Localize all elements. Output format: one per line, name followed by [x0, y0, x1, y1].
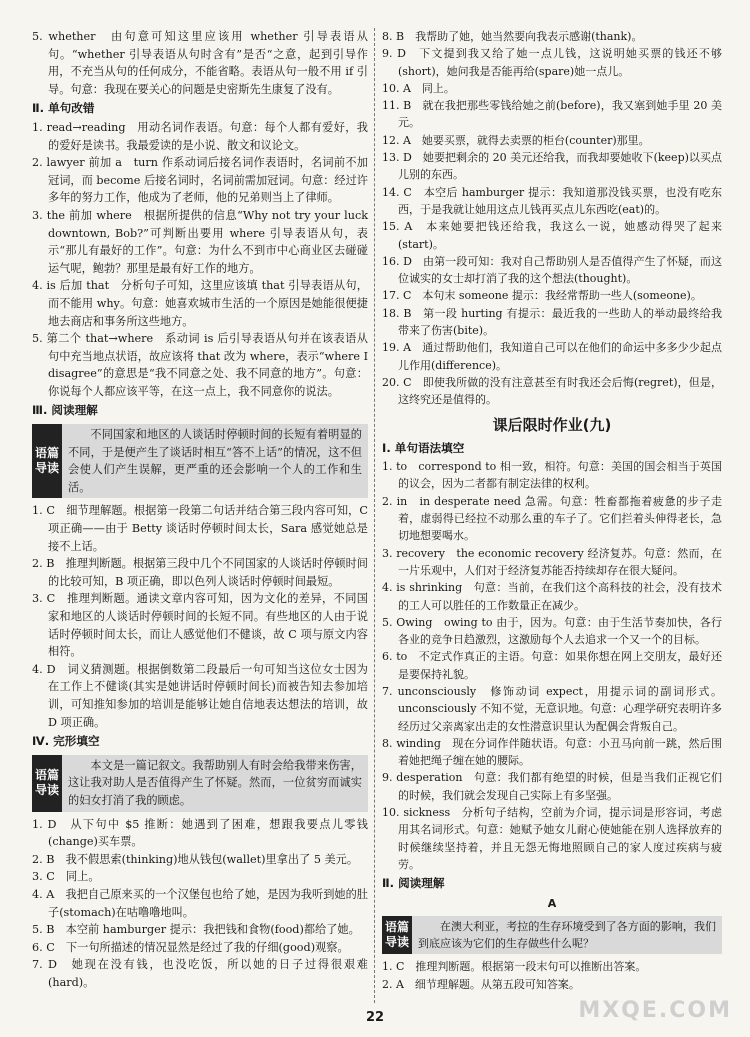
answer-page — [32, 28, 722, 1003]
answer-item: 4. D 词义猜测题。根据倒数第二段最后一句可知当这位女士因为在工作上不健谈(其实是她讲话时停顿时间长)而被告知去参加培训，可知推知参加的培训是能够让她自信地表达想法的培训，故 D 项正确。 — [32, 662, 368, 729]
answer-item: 2. lawyer 前加 a turn 作系动词后接名词作表语时，名词前不加冠词，而 become 后接名词时，名词前需加冠词。句意：经过许多年的努力工作，他成为了老师，他的兄弟则当上了律师。 — [32, 156, 368, 205]
answer-item: 5. Owing owing to 由于，因为。句意：由于生活节奏加快，各行各业的竞争日趋激烈，这激励每个人去追求一个又一个的目标。 — [382, 615, 722, 647]
answer-item: 13. D 她要把剩余的 20 美元还给我，而我却要她收下(keep)以买点儿别的东西。 — [382, 151, 722, 182]
answer-item: 5. whether 由句意可知这里应该用 whether 引导表语从句。“whether 引导表语从句时含有”是否“之意，起到引导作用，不充当从句的任何成分，不能省略。表语从句一般不用 if 引导。句意：我现在要关心的问题是史密斯先生康复了没有。 — [32, 30, 368, 96]
answer-item: 2. B 我不假思索(thinking)地从钱包(wallet)里拿出了 5 美元。 — [32, 852, 359, 866]
watermark: MXQE.COM — [578, 998, 732, 1023]
passage-letter: A — [547, 896, 557, 910]
answer-item: 8. winding 现在分词作伴随状语。句意：小丑马向前一跳，然后围着她把绳子缠在她的腰际。 — [382, 736, 722, 768]
answer-item: 4. A 我把自己原来买的一个汉堡包也给了她，是因为我听到她的肚子(stomach)在咕噜噜地叫。 — [32, 887, 368, 919]
passage-guide-label: 语篇导读 — [32, 424, 62, 498]
right-column — [382, 28, 722, 993]
answer-item: 7. unconsciously 修饰动词 expect，用提示词的副词形式。unconsciously 不知不觉，无意识地。句意：心理学研究表明许多经历过父亲离家出走的女性潜意识里认为配偶会背叛自己。 — [382, 684, 722, 733]
page-title: 课后限时作业(九) — [492, 415, 612, 434]
answer-item: 10. sickness 分析句子结构，空前为介词，提示词是形容词，考虑用其名词形式。句意：她赋予她女儿耐心使她能在别人选择放弃的时候继续坚持着，并且无怨无悔地照顾自己的家人度过疾病与疲劳。 — [382, 806, 722, 871]
answer-item: 19. A 通过帮助他们，我知道自己可以在他们的命运中多多少少起点儿作用(difference)。 — [382, 341, 722, 372]
section-heading: Ⅲ. 阅读理解 — [32, 403, 98, 418]
answer-item: 1. C 细节理解题。根据第一段第二句话并结合第三段内容可知，C 项正确——由于 Betty 谈话时停顿时间太长，Sara 感觉她总是接不上话。 — [32, 504, 368, 553]
answer-item: 7. D 她现在没有钱，也没吃饭，所以她的日子过得很艰难(hard)。 — [32, 958, 368, 989]
answer-item: 6. C 下一句所描述的情况显然是经过了我的仔细(good)观察。 — [32, 940, 349, 954]
passage-guide — [32, 424, 368, 498]
passage-guide — [382, 916, 722, 955]
section-heading: Ⅱ. 单句改错 — [32, 101, 95, 116]
answer-item: 17. C 本句末 someone 提示：我经常帮助一些人(someone)。 — [382, 289, 702, 303]
answer-item: 15. A 本来她要把钱还给我，我这么一说，她感动得哭了起来(start)。 — [382, 220, 722, 251]
answer-item: 2. A 细节理解题。从第五段可知答案。 — [382, 977, 580, 991]
answer-item: 1. read→reading 用动名词作表语。句意：每个人都有爱好，我的爱好是读书。我最爱读的是小说、散文和议论文。 — [32, 120, 368, 152]
passage-guide — [32, 755, 368, 812]
passage-guide-text: 不同国家和地区的人谈话时停顿时间的长短有着明显的不同，于是便产生了谈话时相互“答不上话”的情况，这不但会使人们产生误解，更严重的还会影响一个人的工作和生活。 — [62, 424, 368, 498]
answer-item: 2. in in desperate need 急需。句意：牲畜都拖着疲惫的步子走着，虚弱得已经拉不动那么重的车子了。它们拦着头伸得老长，急切地想要喝水。 — [382, 494, 722, 543]
answer-item: 9. D 下文提到我又给了她一点儿钱，这说明她买票的钱还不够(short)，她问我是否能再给(spare)她一点儿。 — [382, 47, 722, 78]
answer-item: 5. 第二个 that→where 系动词 is 后引导表语从句并在该表语从句中充当地点状语，故应该将 that 改为 where，表示“where I disagree”的意思是“我不同意之处、我不同意的地方”。句意：你说每个人都应该平等，在这一点上，我不同意你的说法。 — [32, 332, 368, 398]
column-divider — [374, 28, 375, 1003]
answer-item: 2. B 推理判断题。根据第三段中几个不同国家的人谈话时停顿时间的比较可知，B 项正确，即以色列人谈话时停顿时间最短。 — [32, 557, 368, 588]
answer-item: 1. C 推理判断题。根据第一段末句可以推断出答案。 — [382, 960, 647, 974]
answer-item: 4. is shrinking 句意：当前，在我们这个高科技的社会，没有技术的工人可以胜任的工作数量正在减少。 — [382, 581, 722, 612]
answer-item: 11. B 就在我把那些零钱给她之前(before)，我又塞到她手里 20 美元。 — [382, 99, 722, 130]
section-heading: Ⅱ. 阅读理解 — [382, 876, 445, 891]
section-heading: Ⅳ. 完形填空 — [32, 734, 100, 749]
answer-item: 1. D 从下句中 $5 推断：她遇到了困难，想跟我要点儿零钱(change)买车票。 — [32, 817, 368, 849]
answer-item: 4. is 后加 that 分析句子可知，这里应该填 that 引导表语从句，而不能用 why。句意：她喜欢城市生活的一个原因是她能很便捷地去商店和事务所这些地方。 — [32, 279, 368, 328]
left-column — [32, 28, 368, 991]
passage-guide-label: 语篇导读 — [382, 916, 412, 955]
passage-guide-text: 本文是一篇记叙文。我帮助别人有时会给我带来伤害，这让我对助人是否值得产生了怀疑。然而，一位贫穷而诚实的妇女打消了我的顾虑。 — [62, 755, 368, 812]
answer-item: 20. C 即使我所做的没有注意甚至有时我还会后悔(regret)，但是，这终究还是值得的。 — [382, 375, 722, 407]
section-heading: Ⅰ. 单句语法填空 — [382, 440, 465, 455]
answer-item: 8. B 我帮助了她，她当然要向我表示感谢(thank)。 — [382, 30, 643, 43]
passage-guide-label: 语篇导读 — [32, 755, 62, 812]
answer-item: 10. A 同上。 — [382, 81, 455, 95]
answer-item: 6. to 不定式作真正的主语。句意：如果你想在网上交朋友，最好还是要保持礼貌。 — [382, 650, 722, 681]
answer-item: 3. C 同上。 — [32, 870, 100, 884]
answer-item: 18. B 第一段 hurting 有提示：最近我的一些助人的举动最终给我带来了伤害(bite)。 — [382, 306, 722, 338]
answer-item: 5. B 本空前 hamburger 提示：我把钱和食物(food)都给了她。 — [32, 923, 360, 937]
answer-item: 12. A 她要买票，就得去卖票的柜台(counter)那里。 — [382, 133, 650, 147]
answer-item: 1. to correspond to 相一致，相符。句意：美国的国会相当于英国的议会，因为二者都有制定法律的权利。 — [382, 460, 722, 491]
answer-item: 14. C 本空后 hamburger 提示：我知道那没钱买票，也没有吃东西，于是我就让她用这点儿钱再买点儿东西吃(eat)的。 — [382, 185, 722, 216]
answer-item: 16. D 由第一段可知：我对自己帮助别人是否值得产生了怀疑，而这位诚实的女士却打消了我的这个想法(thought)。 — [382, 254, 722, 286]
answer-item: 3. recovery the economic recovery 经济复苏。句意：然而，在一片乐观中，人们对于经济复苏能否持续却存在很大疑问。 — [382, 546, 722, 577]
passage-guide-text: 在澳大利亚，考拉的生存环境受到了各方面的影响，我们到底应该为它们的生存做些什么呢？ — [412, 916, 722, 955]
answer-item: 3. the 前加 where 根据所提供的信息“Why not try your luck downtown, Bob?”可判断出要用 where 引导表语从句，表示“那儿有最好的工作”。句意：为什么不到市中心商业区去碰碰运气呢，鲍勃？那里是最有好工作的地方。 — [32, 208, 368, 275]
answer-item: 3. C 推理判断题。通读文章内容可知，因为文化的差异，不同国家和地区的人谈话时停顿时间的长短不同。有些地区的人由于说话时停顿时间太长，而让人感觉他们不健谈，故 C 项与原文内容相符。 — [32, 592, 368, 659]
page-number: 22 — [365, 1010, 385, 1025]
answer-item: 9. desperation 句意：我们都有绝望的时候，但是当我们正视它们的时候，我们就会发现自己实际上有多坚强。 — [382, 771, 722, 802]
